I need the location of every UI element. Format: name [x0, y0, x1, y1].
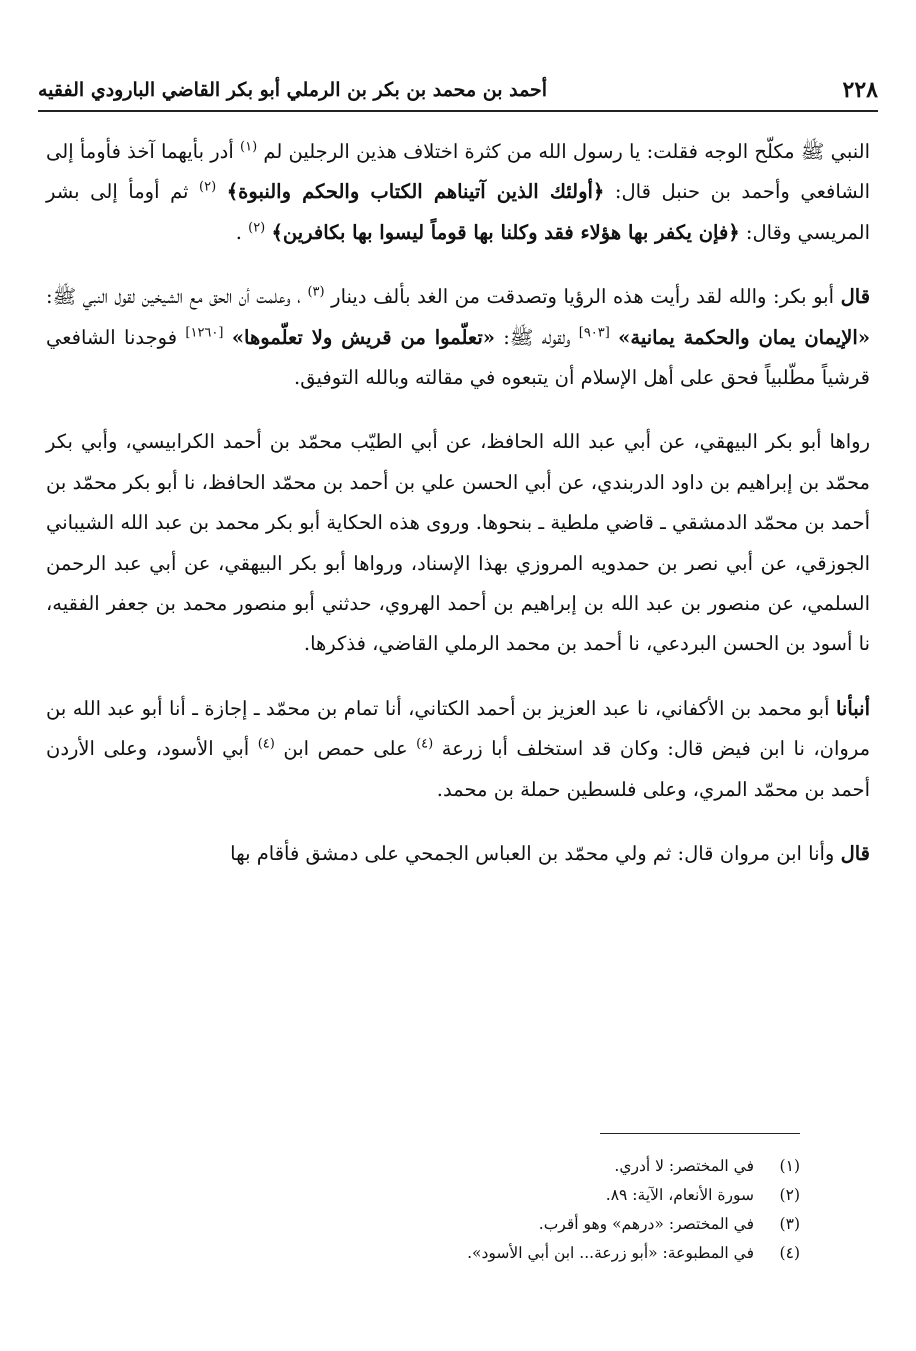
paragraph-5 [46, 834, 870, 874]
footnote-text: سورة الأنعام، الآية: ٨٩. [605, 1186, 754, 1204]
footnote-ref: (٤) [257, 736, 275, 752]
running-title: أحمد بن محمد بن بكر بن الرملي أبو بكر القاضي البارودي الفقيه [38, 79, 548, 101]
footnote-number: (٣) [779, 1215, 800, 1233]
paragraph-text: . [235, 220, 242, 244]
hadith-ref: [١٢٦٠] [185, 325, 224, 341]
paragraph-lead-word: قال [840, 842, 870, 866]
paragraph-text: على حمص ابن [283, 737, 408, 761]
paragraph-lead-word: قال [840, 285, 871, 309]
footnote [200, 1239, 800, 1268]
hadith-quote: «الإيمان يمان والحكمة يمانية» [618, 325, 871, 349]
footnote-text: في المطبوعة: «أبو زرعة... ابن أبي الأسود». [467, 1244, 754, 1262]
footnote-text: في المختصر: «درهم» وهو أقرب. [538, 1215, 754, 1233]
paragraph-text: أبو محمد بن الأكفاني، نا عبد العزيز بن أحمد الكتاني، أنا تمام بن محمّد ـ إجازة ـ أنا أبو عبد الله بن مروان، نا ابن فيض قال: وكان قد استخلف أبا زرعة [46, 696, 871, 761]
paragraph-text: أدر بأيهما آخذ فأومأ إلى الشافعي وأحمد بن حنبل قال: [46, 140, 871, 204]
footnote-number: (٤) [779, 1244, 800, 1262]
paragraph-text: فوجدنا الشافعي قرشياً مطّلبياً فحق على أهل الإسلام أن يتبعوه في مقالته وبالله التوفيق. [46, 325, 870, 390]
footnotes [200, 1152, 800, 1268]
paragraph-4 [46, 689, 870, 810]
footnote-ref: (٢) [199, 179, 217, 195]
footnote [200, 1152, 800, 1181]
footnote-number: (٢) [779, 1186, 800, 1204]
footnote-ref: (٣) [307, 284, 325, 300]
page-header [38, 70, 878, 112]
footnote [200, 1210, 800, 1239]
paragraph-lead-word: أنبأنا [835, 696, 870, 720]
hadith-ref: [٩٠٣] [578, 325, 610, 341]
paragraph-text: أبي الأسود، وعلى الأردن أحمد بن محمّد المري، وعلى فلسطين حملة بن محمد. [46, 737, 870, 801]
quran-quote: ﴿أولئك الذين آتيناهم الكتاب والحكم والنبوة﴾ [226, 180, 605, 204]
footnote-ref: (٢) [248, 220, 266, 236]
footnote-number: (١) [779, 1157, 800, 1175]
paragraph-text: ولقوله ﷺ: [503, 325, 571, 349]
paragraph-text: أبو بكر: والله لقد رأيت هذه الرؤيا وتصدقت من الغد بألف دينار [331, 285, 835, 309]
paragraph-text: النبي ﷺ مكلّح الوجه فقلت: يا رسول الله من كثرة اختلاف هذين الرجلين لم [263, 140, 870, 163]
main-text [46, 132, 870, 875]
paragraph-text: وأنا ابن مروان قال: ثم ولي محمّد بن العباس الجمحي على دمشق فأقام بها [230, 842, 835, 866]
footnote-divider [600, 1133, 800, 1134]
paragraph-text: رواها أبو بكر البيهقي، عن أبي عبد الله الحافظ، عن أبي الطيّب محمّد بن أحمد الكرابيسي، وأبي بكر محمّد بن إبراهيم بن داود الدربندي، عن أبي الحسن علي بن أحمد بن محمّد الحافظ، نا أبو بكر محمّد بن أحمد بن محمّد الدمشقي ـ قاضي ملطية ـ بنحوها. وروى هذه الحكاية أبو بكر محمد بن عبد الله الشيباني الجوزقي، عن أبي نصر بن حمدويه المروزي بهذا الإسناد، ورواها أبو بكر البيهقي، عن أبي عبد الرحمن السلمي، عن منصور بن عبد الله بن إبراهيم بن أحمد الهروي، حدثني أبو منصور محمد بن جعفر الفقيه، نا أسود بن الحسن البردعي، نا أحمد بن محمد الرملي القاضي، فذكرها. [46, 430, 870, 656]
paragraph-1 [46, 132, 870, 253]
footnote-ref: (١) [240, 139, 258, 155]
hadith-quote: «تعلّموا من قريش ولا تعلّموها» [231, 325, 495, 349]
paragraph-3 [46, 422, 870, 664]
paragraph-2 [46, 277, 870, 398]
page-number: ٢٢٨ [842, 77, 878, 103]
paragraph-text: ثم أومأ إلى بشر المريسي وقال: [46, 180, 870, 244]
paragraph-text: ، وعلمت أن الحق مع الشيخين لقول النبي ﷺ: [46, 285, 301, 309]
footnote [200, 1181, 800, 1210]
quran-quote: ﴿فإن يكفر بها هؤلاء فقد وكلنا بها قوماً ليسوا بها بكافرين﴾ [271, 220, 740, 244]
footnote-text: في المختصر: لا أدري. [614, 1157, 754, 1175]
footnote-ref: (٤) [416, 736, 434, 752]
